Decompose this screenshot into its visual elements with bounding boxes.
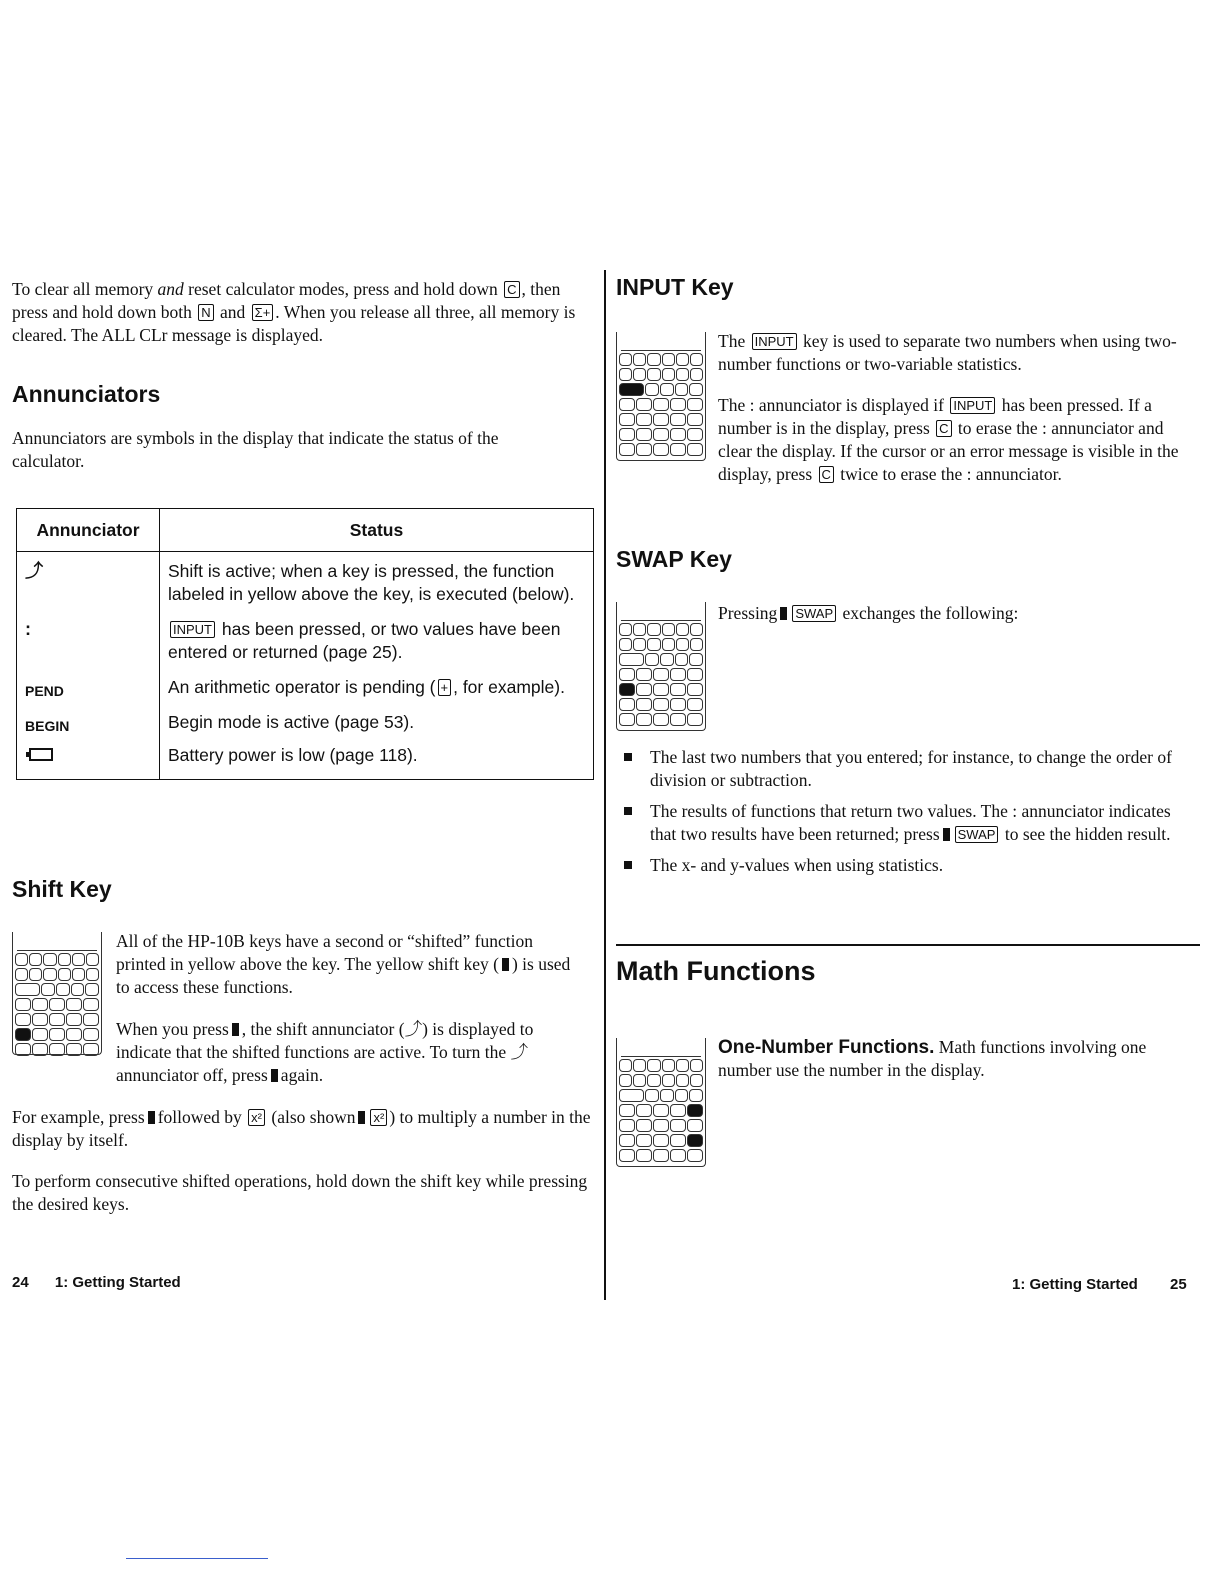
shift-key-icon: [358, 1111, 365, 1124]
shift-paragraph-2: When you press , the shift annunciator (⤴) is displayed to indicate that the shifted functions are active. To turn the ⤴ annunciator off, press again.: [116, 1019, 534, 1085]
annunciators-description: Annunciators are symbols in the display that indicate the status of the calculator.: [12, 428, 499, 471]
battery-icon: [25, 748, 55, 762]
one-number-functions-paragraph: One-Number Functions. Math functions involving one number use the number in the display.: [718, 1037, 1147, 1080]
bottom-rule: [126, 1558, 268, 1559]
calculator-keyboard-icon: [616, 1038, 706, 1167]
input-paragraph-2: The : annunciator is displayed if INPUT has been pressed. If a number is in the display, press C to erase the : annunciator and clear the display. If the cursor or an error message is visible in the display, press C twice to erase the : annunciator.: [718, 395, 1179, 484]
n-key: N: [198, 304, 213, 321]
c-key: C: [819, 466, 834, 483]
calculator-keyboard-icon: [616, 602, 706, 731]
shift-paragraph-1: All of the HP-10B keys have a second or “shifted” function printed in yellow above the key. The yellow shift key ( ) is used to access these functions.: [116, 931, 571, 997]
input-key: INPUT: [950, 397, 995, 414]
c-key: C: [504, 281, 519, 298]
list-item: The last two numbers that you entered; for instance, to change the order of division or subtraction.: [616, 746, 1196, 792]
shift-key-icon: [271, 1069, 278, 1082]
right-footer: [1012, 1276, 1187, 1293]
c-key: C: [936, 420, 951, 437]
shift-key-icon: [148, 1111, 155, 1124]
table-row: ⤴ Shift is active; when a key is pressed, the function labeled in yellow above the key, is executed (below).: [17, 552, 594, 615]
shift-key-icon: [502, 958, 509, 971]
calculator-keyboard-icon: [12, 932, 102, 1055]
input-paragraph-1: The INPUT key is used to separate two numbers when using two-number functions or two-variable statistics.: [718, 331, 1177, 374]
table-header-annunciator: Annunciator: [17, 509, 160, 552]
swap-bullet-list: [616, 746, 1196, 885]
table-row: Battery power is low (page 118).: [17, 740, 594, 780]
shift-key-heading: Shift Key: [12, 876, 112, 902]
shift-annunciator-icon: ⤴: [25, 561, 43, 581]
sigma-plus-key: Σ+: [252, 304, 274, 321]
swap-key: SWAP: [955, 826, 999, 843]
intro-paragraph: To clear all memory and reset calculator modes, press and hold down C , then press and hold down both N and Σ+ . When you release all three, all memory is cleared. The ALL CLr message is displayed.: [12, 279, 576, 345]
page-number: 25: [1170, 1276, 1187, 1293]
x-squared-key: x²: [248, 1109, 265, 1126]
input-key: INPUT: [752, 333, 797, 350]
input-key-heading: INPUT Key: [616, 274, 734, 300]
chapter-title: 1: Getting Started: [1012, 1276, 1138, 1293]
plus-key: +: [438, 679, 452, 696]
x-squared-key: x²: [370, 1109, 387, 1126]
swap-paragraph: Pressing SWAP exchanges the following:: [718, 603, 1019, 623]
shift-key-icon: [780, 607, 787, 620]
math-functions-heading: Math Functions: [616, 956, 816, 986]
annunciators-heading: Annunciators: [12, 381, 161, 407]
shift-annunciator-icon: ⤴: [510, 1042, 529, 1062]
left-footer: [12, 1274, 181, 1291]
page-number: 24: [12, 1274, 29, 1291]
section-rule: [616, 944, 1200, 946]
shift-key-icon: [943, 828, 950, 841]
table-row: : INPUT has been pressed, or two values have been entered or returned (page 25).: [17, 614, 594, 672]
shift-paragraph-3: For example, press followed by x² (also shown x² ) to multiply a number in the display by itself.: [12, 1107, 591, 1150]
shift-key-icon: [232, 1023, 239, 1036]
shift-paragraph-4: To perform consecutive shifted operations, hold down the shift key while pressing the desired keys.: [12, 1171, 588, 1214]
swap-key-heading: SWAP Key: [616, 546, 732, 572]
annunciator-table: [16, 508, 594, 780]
table-header-status: Status: [160, 509, 594, 552]
table-row: PEND An arithmetic operator is pending ( + , for example).: [17, 672, 594, 707]
input-key: INPUT: [170, 621, 215, 638]
table-row: BEGIN Begin mode is active (page 53).: [17, 707, 594, 740]
calculator-keyboard-icon: [616, 332, 706, 461]
page-divider: [604, 270, 606, 1300]
chapter-title: 1: Getting Started: [54, 1274, 181, 1291]
list-item: The results of functions that return two values. The : annunciator indicates that two results have been returned; press SWAP to see the hidden result.: [616, 800, 1196, 846]
list-item: The x- and y-values when using statistics.: [616, 854, 1196, 877]
swap-key: SWAP: [792, 605, 836, 622]
